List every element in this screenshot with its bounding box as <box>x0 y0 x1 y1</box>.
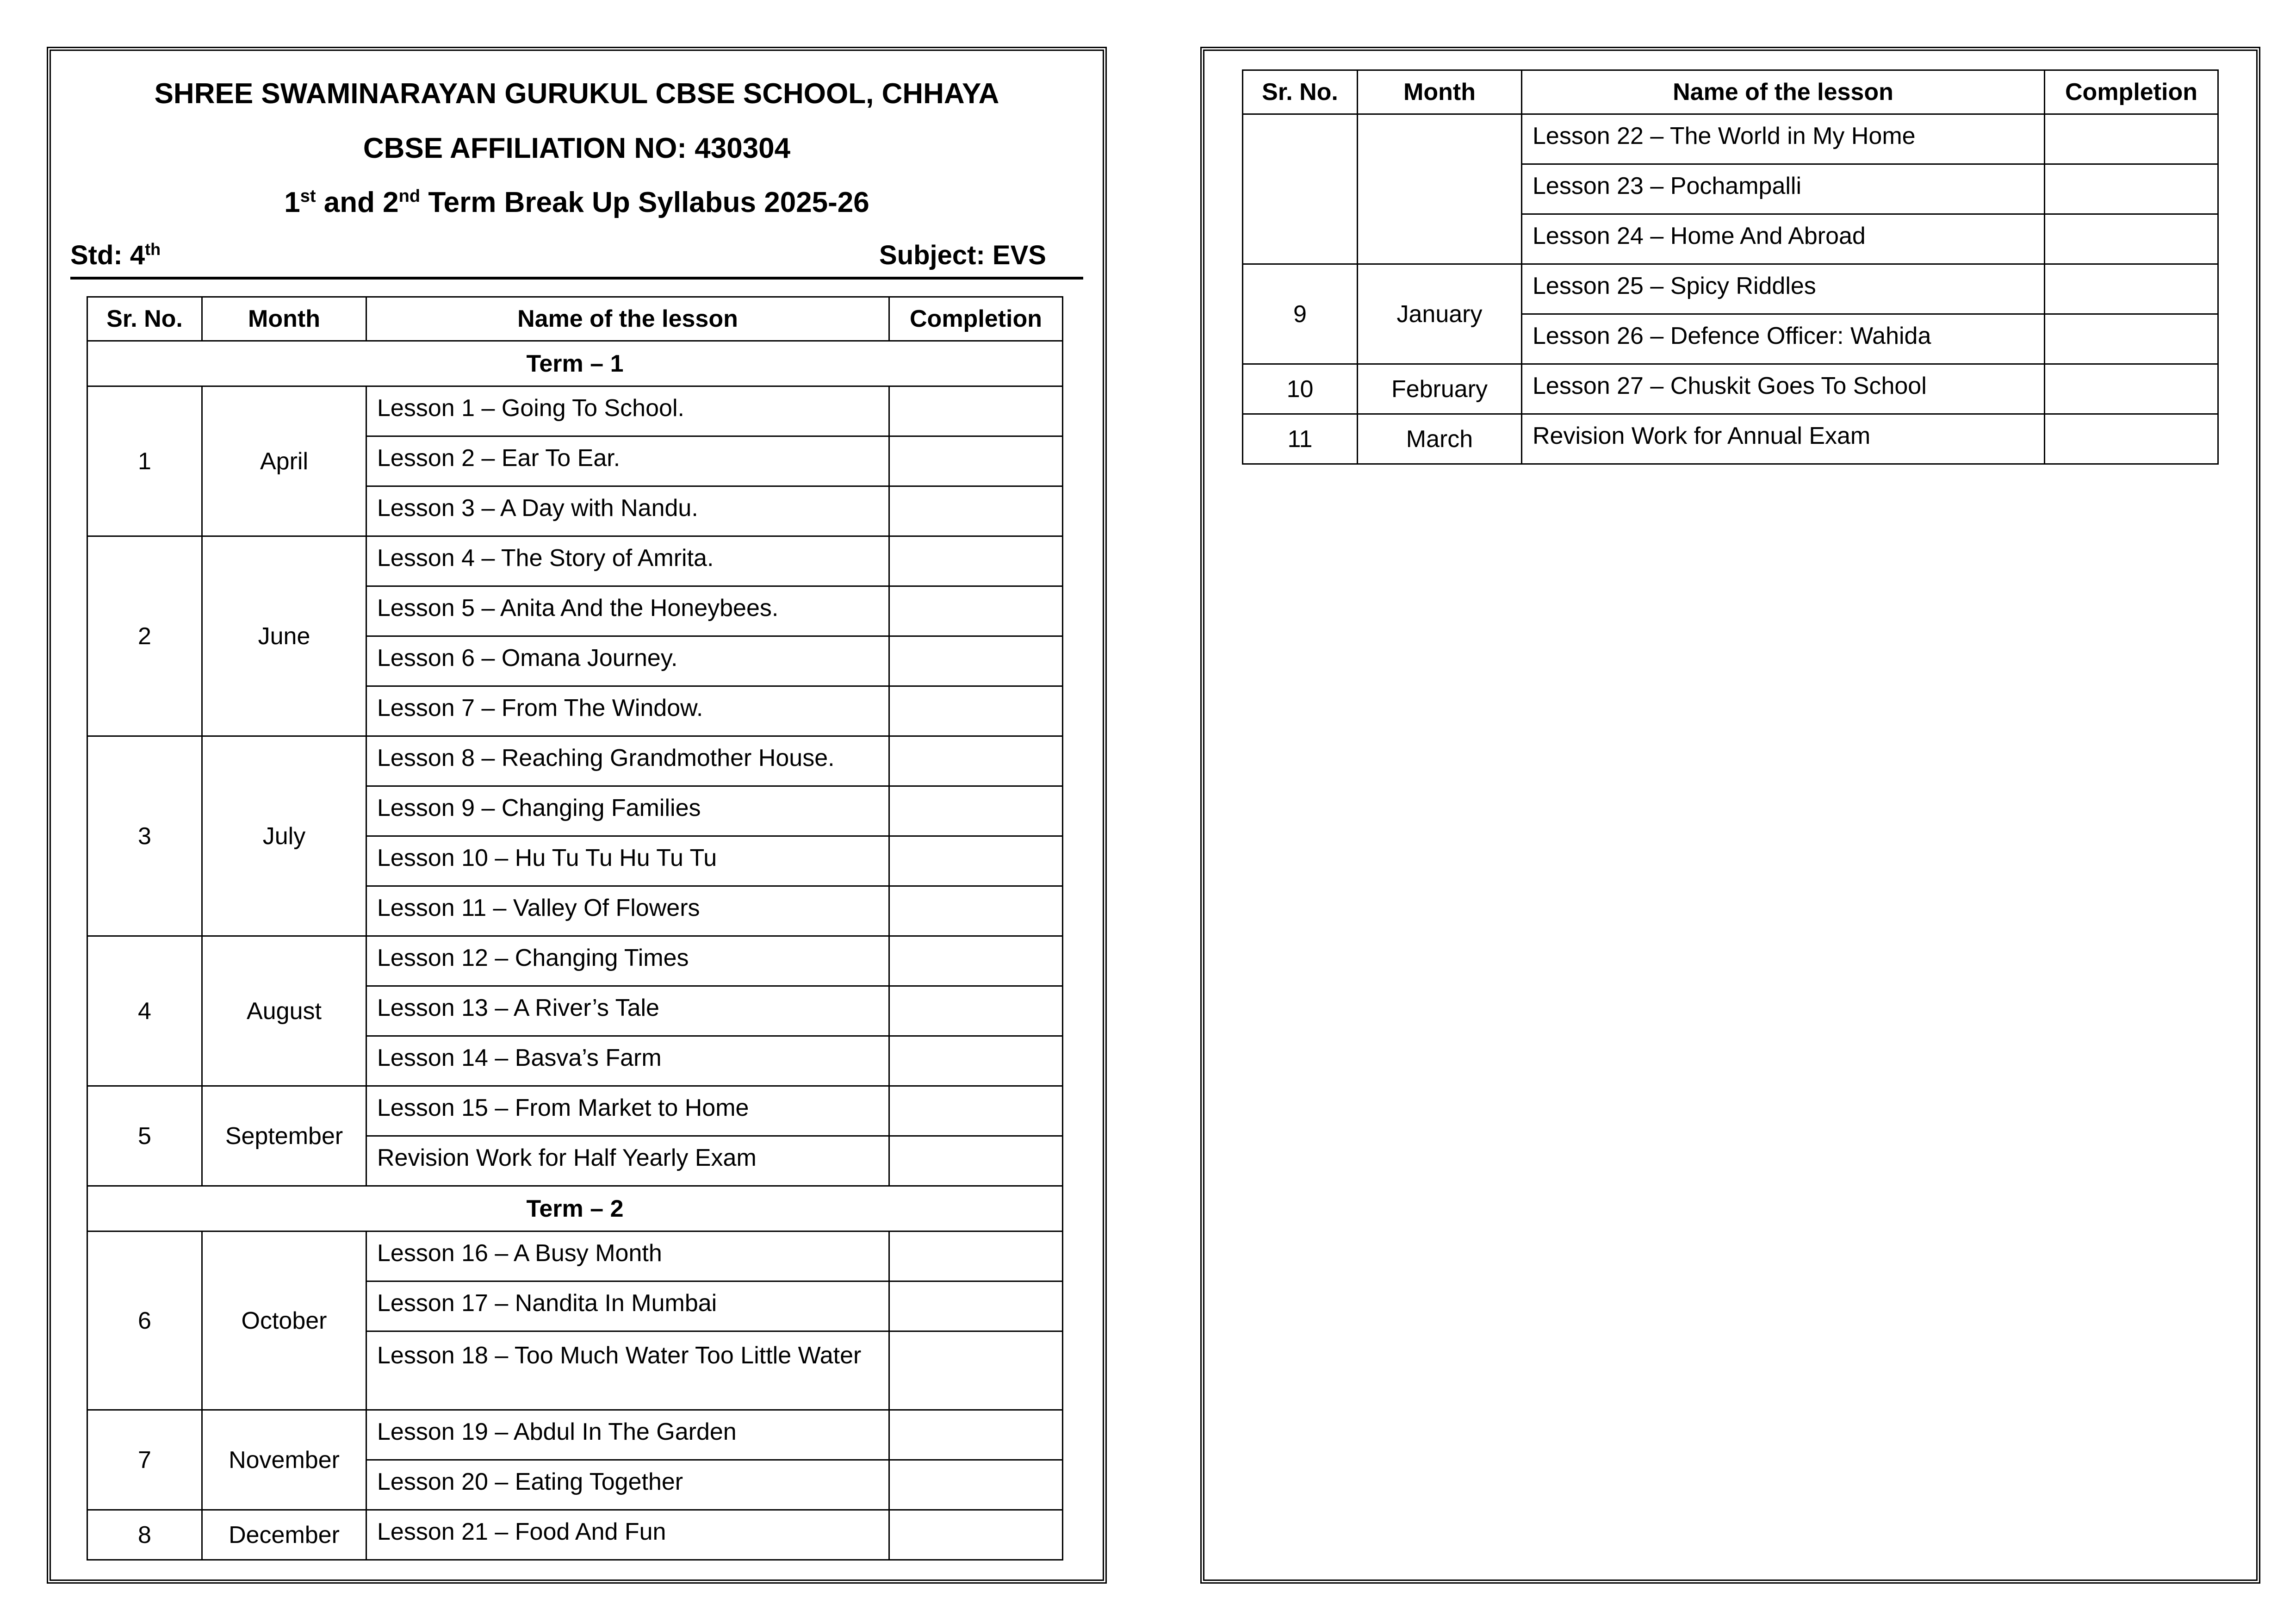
lesson-name: Lesson 6 – Omana Journey. <box>366 636 889 686</box>
completion-cell[interactable] <box>889 836 1063 886</box>
std-subject-row <box>70 240 1083 280</box>
table-row <box>87 736 1063 786</box>
completion-cell[interactable] <box>889 1136 1063 1186</box>
table-row <box>1243 364 2218 414</box>
completion-cell[interactable] <box>2045 414 2218 464</box>
header-lesson: Name of the lesson <box>366 297 889 341</box>
table-row <box>87 1086 1063 1136</box>
lesson-name: Lesson 18 – Too Much Water Too Little Water <box>366 1331 889 1410</box>
lesson-name: Lesson 10 – Hu Tu Tu Hu Tu Tu <box>366 836 889 886</box>
table-row <box>87 536 1063 586</box>
month: September <box>202 1086 366 1186</box>
lesson-name: Revision Work for Half Yearly Exam <box>366 1136 889 1186</box>
completion-cell[interactable] <box>889 386 1063 436</box>
completion-cell[interactable] <box>889 536 1063 586</box>
month: August <box>202 936 366 1086</box>
syllabus-table-term1-2 <box>87 296 1063 1561</box>
sr-no: 1 <box>87 386 202 536</box>
term-row <box>87 1186 1063 1231</box>
header-sr-no: Sr. No. <box>87 297 202 341</box>
lesson-name: Lesson 19 – Abdul In The Garden <box>366 1410 889 1460</box>
page-right <box>1200 47 2260 1584</box>
term-row <box>87 341 1063 386</box>
sr-no-empty <box>1243 114 1358 264</box>
completion-cell[interactable] <box>889 886 1063 936</box>
header-month: Month <box>1358 70 1522 114</box>
lesson-name: Lesson 1 – Going To School. <box>366 386 889 436</box>
syllabus-title: 1st and 2nd Term Break Up Syllabus 2025-26 <box>284 187 869 218</box>
completion-cell[interactable] <box>889 436 1063 486</box>
month: January <box>1358 264 1522 364</box>
lesson-name: Revision Work for Annual Exam <box>1522 414 2045 464</box>
lesson-name: Lesson 15 – From Market to Home <box>366 1086 889 1136</box>
completion-cell[interactable] <box>889 786 1063 836</box>
completion-cell[interactable] <box>889 1036 1063 1086</box>
sr-no: 10 <box>1243 364 1358 414</box>
lesson-name: Lesson 27 – Chuskit Goes To School <box>1522 364 2045 414</box>
month: June <box>202 536 366 736</box>
header-month: Month <box>202 297 366 341</box>
month: February <box>1358 364 1522 414</box>
completion-cell[interactable] <box>889 1410 1063 1460</box>
month-empty <box>1358 114 1522 264</box>
completion-cell[interactable] <box>889 1086 1063 1136</box>
lesson-name: Lesson 11 – Valley Of Flowers <box>366 886 889 936</box>
lesson-name: Lesson 7 – From The Window. <box>366 686 889 736</box>
lesson-name: Lesson 16 – A Busy Month <box>366 1231 889 1281</box>
table-row <box>1243 114 2218 164</box>
table-row <box>1243 414 2218 464</box>
affiliation-number: CBSE AFFILIATION NO: 430304 <box>363 132 791 164</box>
completion-cell[interactable] <box>889 986 1063 1036</box>
month: October <box>202 1231 366 1410</box>
table-row <box>87 386 1063 436</box>
completion-cell[interactable] <box>889 1281 1063 1331</box>
lesson-name: Lesson 3 – A Day with Nandu. <box>366 486 889 536</box>
table-row <box>87 936 1063 986</box>
lesson-name: Lesson 20 – Eating Together <box>366 1460 889 1510</box>
month: April <box>202 386 366 536</box>
header-sr-no: Sr. No. <box>1243 70 1358 114</box>
month: July <box>202 736 366 936</box>
header-completion: Completion <box>889 297 1063 341</box>
lesson-name: Lesson 17 – Nandita In Mumbai <box>366 1281 889 1331</box>
completion-cell[interactable] <box>889 1460 1063 1510</box>
header-lesson: Name of the lesson <box>1522 70 2045 114</box>
lesson-name: Lesson 12 – Changing Times <box>366 936 889 986</box>
header-completion: Completion <box>2045 70 2218 114</box>
sr-no: 9 <box>1243 264 1358 364</box>
completion-cell[interactable] <box>2045 164 2218 214</box>
sr-no: 7 <box>87 1410 202 1510</box>
month: December <box>202 1510 366 1560</box>
completion-cell[interactable] <box>2045 114 2218 164</box>
lesson-name: Lesson 22 – The World in My Home <box>1522 114 2045 164</box>
sr-no: 6 <box>87 1231 202 1410</box>
sr-no: 2 <box>87 536 202 736</box>
lesson-name: Lesson 13 – A River’s Tale <box>366 986 889 1036</box>
sr-no: 4 <box>87 936 202 1086</box>
table-row <box>1243 264 2218 314</box>
subject-label: Subject: EVS <box>879 240 1046 270</box>
lesson-name: Lesson 21 – Food And Fun <box>366 1510 889 1560</box>
completion-cell[interactable] <box>2045 314 2218 364</box>
table-header-row <box>87 297 1063 341</box>
school-name: SHREE SWAMINARAYAN GURUKUL CBSE SCHOOL, CHHAYA <box>154 78 999 110</box>
completion-cell[interactable] <box>2045 214 2218 264</box>
std-label: Std: 4th <box>70 240 161 270</box>
sr-no: 3 <box>87 736 202 936</box>
completion-cell[interactable] <box>889 936 1063 986</box>
lesson-name: Lesson 5 – Anita And the Honeybees. <box>366 586 889 636</box>
sr-no: 11 <box>1243 414 1358 464</box>
completion-cell[interactable] <box>889 586 1063 636</box>
sr-no: 5 <box>87 1086 202 1186</box>
lesson-name: Lesson 24 – Home And Abroad <box>1522 214 2045 264</box>
completion-cell[interactable] <box>2045 264 2218 314</box>
completion-cell[interactable] <box>889 686 1063 736</box>
month: March <box>1358 414 1522 464</box>
completion-cell[interactable] <box>889 1231 1063 1281</box>
completion-cell[interactable] <box>2045 364 2218 414</box>
term-1-label: Term – 1 <box>87 341 1063 386</box>
lesson-name: Lesson 2 – Ear To Ear. <box>366 436 889 486</box>
sr-no: 8 <box>87 1510 202 1560</box>
completion-cell[interactable] <box>889 636 1063 686</box>
lesson-name: Lesson 14 – Basva’s Farm <box>366 1036 889 1086</box>
lesson-name: Lesson 9 – Changing Families <box>366 786 889 836</box>
completion-cell[interactable] <box>889 736 1063 786</box>
completion-cell[interactable] <box>889 1331 1063 1410</box>
syllabus-table-continued <box>1242 69 2219 465</box>
completion-cell[interactable] <box>889 1510 1063 1560</box>
lesson-name: Lesson 26 – Defence Officer: Wahida <box>1522 314 2045 364</box>
term-2-label: Term – 2 <box>87 1186 1063 1231</box>
table-header-row <box>1243 70 2218 114</box>
lesson-name: Lesson 23 – Pochampalli <box>1522 164 2045 214</box>
completion-cell[interactable] <box>889 486 1063 536</box>
page-left <box>47 47 1107 1584</box>
table-row <box>87 1231 1063 1281</box>
lesson-name: Lesson 25 – Spicy Riddles <box>1522 264 2045 314</box>
month: November <box>202 1410 366 1510</box>
lesson-name: Lesson 8 – Reaching Grandmother House. <box>366 736 889 786</box>
table-row <box>87 1510 1063 1560</box>
lesson-name: Lesson 4 – The Story of Amrita. <box>366 536 889 586</box>
table-row <box>87 1410 1063 1460</box>
